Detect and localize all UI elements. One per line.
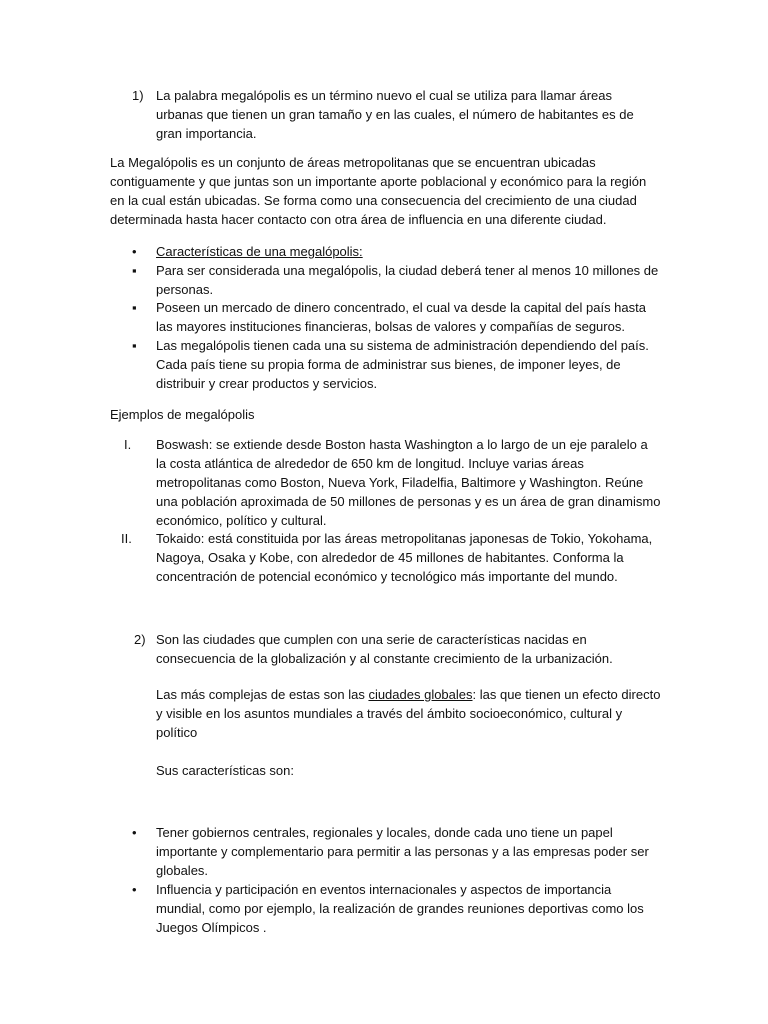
characteristic-item: Las megalópolis tienen cada una su sistema de administración dependiendo del país. Cada país tiene su propia forma de administrar sus bienes, de imponer leyes, de distribuir y crear productos y servicios. (156, 338, 649, 391)
example-item: Boswash: se extiende desde Boston hasta Washington a lo largo de un eje paralelo a la costa atlántica de alrededor de 650 km de longitud. Incluye varias áreas metropolitanas como Boston, Nueva York, Filadelfia, Baltimore y Washington. Reúne una población aproximada de 50 millones de personas y es un área de gran dinamismo económico, político y cultural. (156, 437, 661, 528)
global-city-characteristic: Influencia y participación en eventos internacionales y aspectos de importancia mundial, como por ejemplo, la realización de grandes reuniones deportivas como los Juegos Olímpicos . (156, 882, 644, 935)
example-numeral: II. (121, 531, 132, 546)
examples-heading: Ejemplos de megalópolis (110, 407, 255, 422)
global-cities-term: ciudades globales (368, 687, 473, 702)
section-1-question: La palabra megalópolis es un término nuevo el cual se utiliza para llamar áreas urbanas que tienen un gran tamaño y en las cuales, el número de habitantes es de gran importancia. (156, 88, 634, 141)
section-2-number: 2) (134, 632, 146, 647)
characteristic-item: Para ser considerada una megalópolis, la ciudad deberá tener al menos 10 millones de personas. (156, 263, 659, 297)
bullet-icon: • (132, 882, 137, 897)
bullet-icon: • (132, 825, 137, 840)
characteristics-heading-text: Características de una megalópolis: (156, 244, 363, 259)
global-city-characteristic: Tener gobiernos centrales, regionales y locales, donde cada uno tiene un papel importante y complementario para permitir a las personas y a las empresas poder ser globales. (156, 825, 649, 878)
global-cities-text-after: : las que tienen un efecto directo y visible en los asuntos mundiales a través del ámbito socioeconómico, cultural y político (156, 687, 661, 740)
characteristics-heading (156, 242, 661, 261)
global-cities-paragraph (156, 685, 661, 742)
example-item: Tokaido: está constituida por las áreas metropolitanas japonesas de Tokio, Yokohama, Nagoya, Osaka y Kobe, con alrededor de 45 millones de habitantes. Conforma la concentración de potencial económico y tecnológico más importante del mundo. (156, 531, 653, 584)
section-2-characteristics-heading: Sus características son: (156, 763, 294, 778)
global-cities-text-before: Las más complejas de estas son las (156, 687, 369, 702)
section-1-number: 1) (132, 88, 144, 103)
example-numeral: I. (124, 437, 132, 452)
characteristic-item: Poseen un mercado de dinero concentrado, el cual va desde la capital del país hasta las mayores instituciones financieras, bolsas de valores y compañías de seguros. (156, 300, 646, 334)
bullet-icon: • (132, 244, 137, 259)
square-bullet-icon: ▪ (132, 338, 137, 353)
square-bullet-icon: ▪ (132, 300, 137, 315)
megalopolis-definition: La Megalópolis es un conjunto de áreas metropolitanas que se encuentran ubicadas contiguamente y que juntas son un importante aporte poblacional y económico para la región en la cual están ubicadas. Se forma como una consecuencia del crecimiento de una ciudad determinada hasta hacer contacto con otra área de influencia en una diferente ciudad. (110, 155, 647, 227)
square-bullet-icon: ▪ (132, 263, 137, 278)
section-2-intro: Son las ciudades que cumplen con una serie de características nacidas en consecuencia de la globalización y al constante crecimiento de la urbanización. (156, 632, 613, 666)
